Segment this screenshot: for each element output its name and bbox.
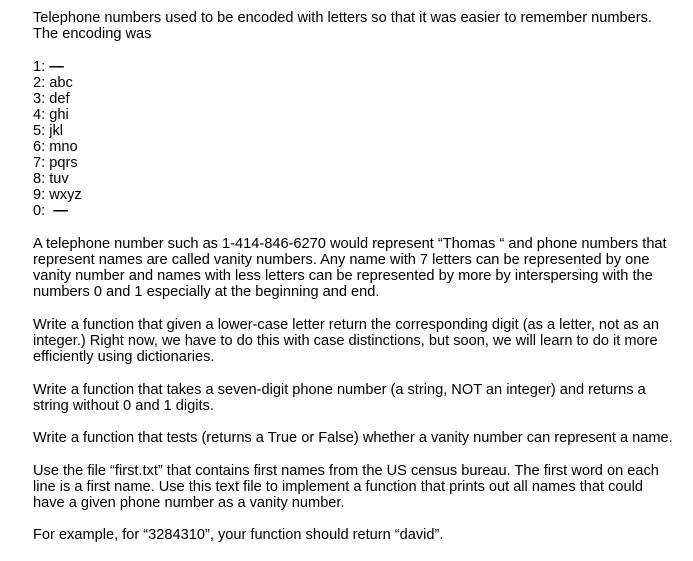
mapping-digit: 0: [33, 203, 46, 220]
mapping-digit: 5: [33, 122, 46, 139]
spacer [33, 447, 673, 463]
spacer [33, 220, 673, 236]
mapping-digit: 8: [33, 171, 46, 188]
mapping-letters: ghi [49, 106, 69, 123]
mapping-letters: pqrs [49, 155, 78, 172]
mapping-digit: 1: [33, 58, 46, 75]
mapping-letters: — [49, 58, 64, 75]
intro-paragraph: Telephone numbers used to be encoded with letters so that it was easier to remember numbers. The encoding was [33, 10, 652, 43]
vanity-test-task: Write a function that tests (returns a True or False) whether a vanity number can represent a name. [33, 430, 673, 447]
spacer [33, 414, 673, 430]
mapping-letters: tuv [49, 171, 69, 188]
list-item [33, 75, 673, 91]
mapping-digit: 9: [33, 187, 46, 204]
mapping-digit: 3: [33, 90, 46, 107]
list-item [33, 107, 673, 123]
spacer [33, 301, 673, 317]
vanity-explanation-paragraph: A telephone number such as 1-414-846-6270 would represent “Thomas “ and phone numbers that represent names are called vanity numbers. Any name with 7 letters can be represented by one vanity number and names with less letters can be represented by more by interspersing with the numbers 0 and 1 especially at the beginning and end. [33, 235, 667, 301]
mapping-letters: mno [49, 139, 78, 156]
encoding-list [33, 59, 673, 220]
spacer [33, 511, 673, 527]
list-item [33, 203, 673, 219]
mapping-letters: abc [49, 74, 73, 91]
strip-digits-task: Write a function that takes a seven-digit phone number (a string, NOT an integer) and returns a string without 0 and 1 digits. [33, 381, 646, 414]
spacer [33, 43, 673, 59]
list-item [33, 91, 673, 107]
mapping-letters: — [53, 203, 68, 220]
mapping-letters: wxyz [49, 187, 82, 204]
mapping-digit: 6: [33, 139, 46, 156]
spacer [33, 366, 673, 382]
mapping-digit: 4: [33, 106, 46, 123]
list-item [33, 155, 673, 171]
document [33, 10, 673, 544]
list-item [33, 59, 673, 75]
mapping-letters: def [49, 90, 70, 107]
mapping-digit: 7: [33, 155, 46, 172]
list-item [33, 171, 673, 187]
example-paragraph: For example, for “3284310”, your function should return “david”. [33, 527, 444, 544]
census-file-task: Use the file “first.txt” that contains first names from the US census bureau. The first word on each line is a first name. Use this text file to implement a function that prints out all names that could have a given phone number as a vanity number. [33, 462, 659, 512]
letter-to-digit-task: Write a function that given a lower-case letter return the corresponding digit (as a letter, not as an integer.) Right now, we have to do this with case distinctions, but soon, we will learn to do it more efficiently using dictionaries. [33, 316, 659, 366]
list-item [33, 187, 673, 203]
list-item [33, 139, 673, 155]
list-item [33, 123, 673, 139]
mapping-digit: 2: [33, 74, 46, 91]
mapping-letters: jkl [49, 122, 64, 139]
